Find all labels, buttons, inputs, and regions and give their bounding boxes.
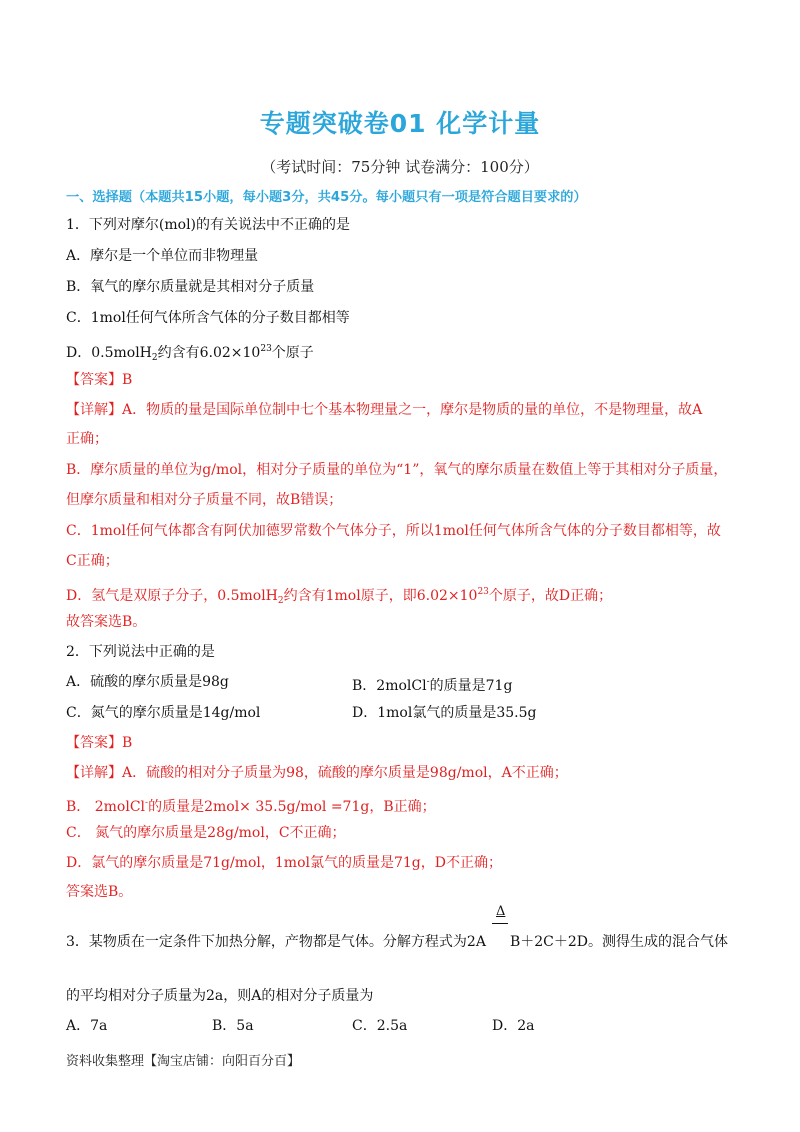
q3-option-d: D．2a [492,1018,535,1034]
q1-detail-7-post: 个原子，故D正确； [488,588,613,604]
q2-answer: 【答案】B [66,735,133,751]
q2-option-d: D．1mol氯气的质量是35.5g [352,705,537,721]
q1-option-d-pre: D．0.5molH [66,345,152,361]
heating-symbol: Δ [496,904,506,919]
q3-stem-1-pre: 3．某物质在一定条件下加热分解，产物都是气体。分解方程式为2A [66,934,486,950]
footer-note: 资料收集整理【淘宝店铺：向阳百分百】 [66,1054,301,1069]
q1-option-b: B．氧气的摩尔质量就是其相对分子质量 [66,279,315,295]
q1-detail-5: C．1mol任何气体都含有阿伏加德罗常数个气体分子，所以1mol任何气体所含气体的分子数目都相等，故 [66,523,721,539]
q2-detail-5: 答案选B。 [66,884,133,900]
q2-detail-2-pre: B． 2molCl [66,799,146,815]
q1-option-d [66,339,756,368]
equation-arrow [492,923,508,924]
q1-answer: 【答案】B [66,372,133,388]
q3-options [66,1016,756,1036]
q2-stem: 2．下列说法中正确的是 [66,644,215,660]
q1-detail-1: 【详解】A．物质的量是国际单位制中七个基本物理量之一，摩尔是物质的量的单位，不是物理量，故A [66,402,703,418]
q1-detail-3: B．摩尔质量的单位为g/mol，相对分子质量的单位为“1”，氧气的摩尔质量在数值上等于其相对分子质量， [66,462,728,478]
q2-option-c: C．氮气的摩尔质量是14g/mol [66,705,261,721]
q1-detail-7-sub: 2 [277,596,284,606]
q1-detail-6: C正确； [66,553,119,569]
q1-detail-7-pre: D．氢气是双原子分子，0.5molH [66,588,278,604]
q1-detail-7 [66,582,756,611]
q1-option-d-sup: 23 [260,344,272,354]
q1-detail-4: 但摩尔质量和相对分子质量不同，故B错误； [66,492,343,508]
q2-detail-2-sup: - [145,798,149,808]
page-title: 专题突破卷01 化学计量 [259,109,541,138]
q2-option-b-post: 的质量是71g [429,678,513,694]
q1-option-d-mid: 约含有6.02×10 [157,345,261,361]
q2-option-b-pre: B．2molCl [352,678,427,694]
q2-options-row-1 [66,672,756,692]
section-heading: 一、选择题（本题共15小题，每小题3分，共45分。每小题只有一项是符合题目要求的） [66,190,587,205]
q1-detail-7-mid: 约含有1mol原子，即6.02×10 [283,588,478,604]
q3-option-c: C．2.5a [352,1018,408,1034]
q1-stem: 1．下列对摩尔(mol)的有关说法中不正确的是 [66,217,351,233]
q1-detail-7-sup: 23 [477,587,489,597]
q1-option-a: A．摩尔是一个单位而非物理量 [66,248,259,264]
q3-stem-1 [66,932,756,952]
q2-option-a: A．硫酸的摩尔质量是98g [66,674,229,690]
q3-stem-2: 的平均相对分子质量为2a，则A的相对分子质量为 [66,988,374,1004]
q1-option-c: C．1mol任何气体所含气体的分子数目都相等 [66,310,350,326]
q2-option-b [352,672,512,696]
exam-info: （考试时间：75分钟 试卷满分：100分） [261,158,539,176]
q2-options-row-2 [66,703,756,723]
q2-detail-4: D．氯气的摩尔质量是71g/mol，1mol氯气的质量是71g，D不正确； [66,855,502,871]
q1-option-d-sub: 2 [151,353,158,363]
q2-option-b-sup: - [426,677,430,687]
q1-detail-2: 正确； [66,431,108,447]
q3-option-b: B．5a [212,1018,254,1034]
q3-option-a: A．7a [66,1018,108,1034]
q1-option-d-post: 个原子 [271,345,314,361]
q2-detail-2-post: 的质量是2mol× 35.5g/mol =71g，B正确； [148,799,436,815]
q2-detail-2 [66,793,756,817]
q2-detail-1: 【详解】A．硫酸的相对分子质量为98，硫酸的摩尔质量是98g/mol，A不正确； [66,765,568,781]
q1-detail-8: 故答案选B。 [66,614,147,630]
q3-stem-1-post: B＋2C＋2D。测得生成的混合气体 [509,934,728,950]
q2-detail-3: C． 氮气的摩尔质量是28g/mol，C不正确； [66,825,346,841]
